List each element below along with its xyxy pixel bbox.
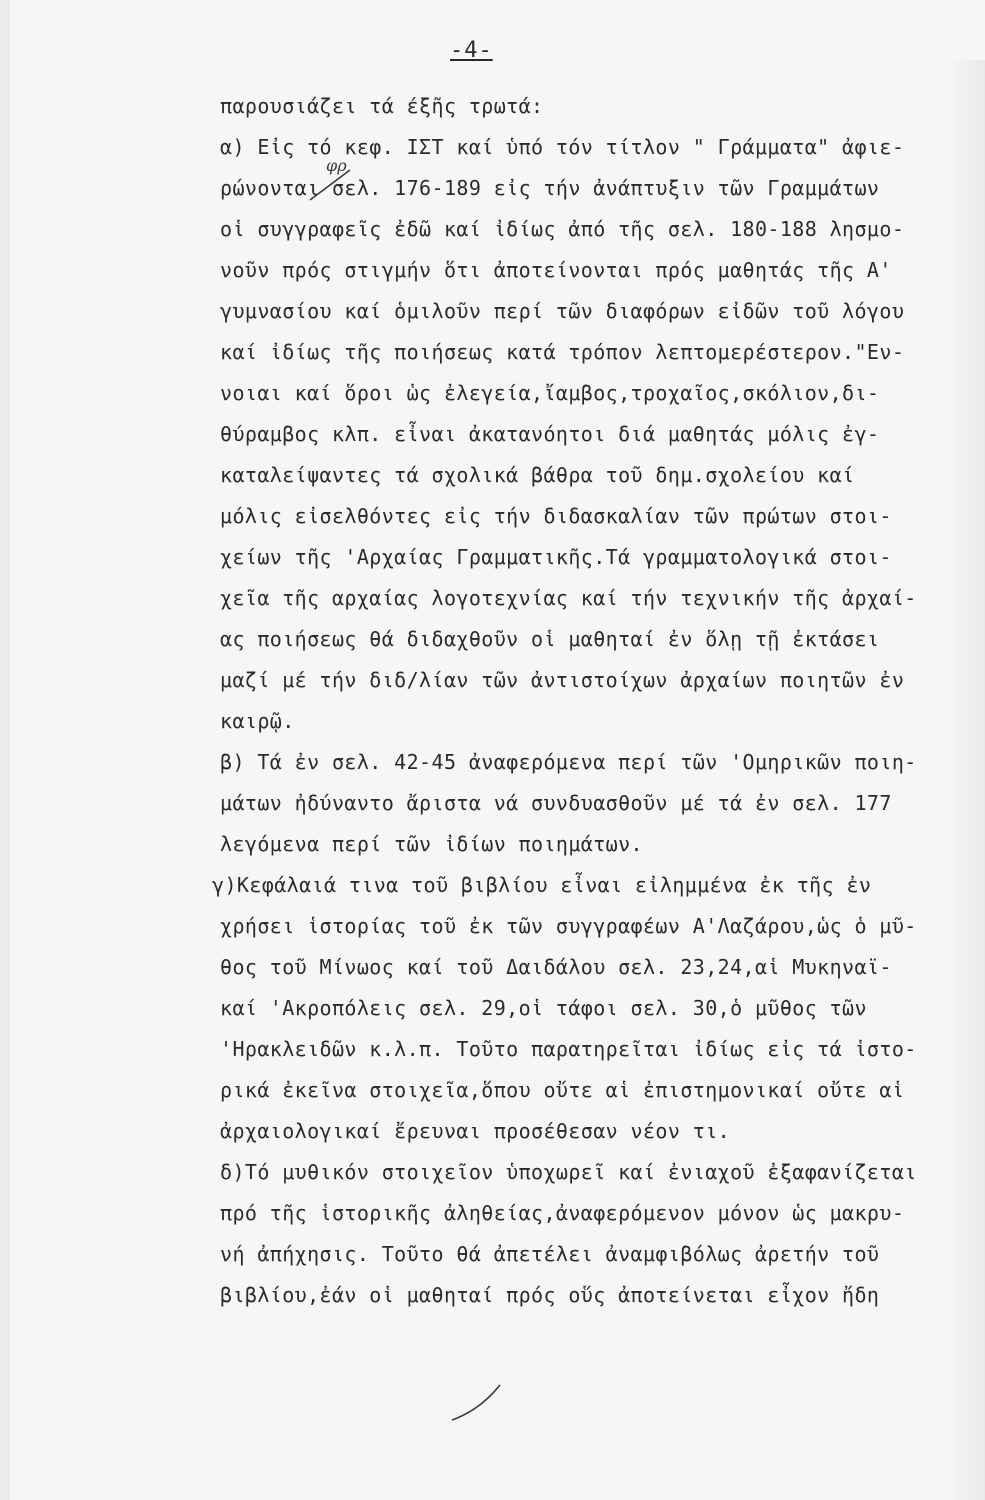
text-line: χεῖα τῆς αρχαίας λογοτεχνίας καί τήν τεχνικήν τῆς ἀρχαί- xyxy=(220,586,917,610)
text-line: οἱ συγγραφεῖς ἐδῶ καί ἰδίως ἀπό τῆς σελ. 180-188 λησμο- xyxy=(220,217,905,241)
text-line: νή ἀπήχησις. Τοῦτο θά ἀπετέλει ἀναμφιβόλως ἀρετήν τοῦ xyxy=(220,1242,880,1266)
text-line: θος τοῦ Μίνωος καί τοῦ Δαιδάλου σελ. 23,24,αἱ Μυκηναϊ- xyxy=(220,955,892,979)
text-line: μόλις εἰσελθόντες εἰς τήν διδασκαλίαν τῶν πρώτων στοι- xyxy=(220,504,892,528)
text-line: μάτων ἠδύναντο ἄριστα νά συνδυασθοῦν μέ τά ἐν σελ. 177 xyxy=(220,791,892,815)
text-line: ας ποιήσεως θά διδαχθοῦν οἱ μαθηταί ἐν ὅλῃ τῇ ἐκτάσει xyxy=(220,627,880,651)
page-number: -4- xyxy=(450,38,493,63)
text-line: χρήσει ἱστορίας τοῦ ἐκ τῶν συγγραφέων Α'Λαζάρου,ὡς ὁ μῦ- xyxy=(220,914,917,938)
text-line: 'Ηρακλειδῶν κ.λ.π. Τοῦτο παρατηρεῖται ἰδίως εἰς τά ἱστο- xyxy=(220,1037,917,1061)
text-line: γυμνασίου καί ὁμιλοῦν περί τῶν διαφόρων εἰδῶν τοῦ λόγου xyxy=(220,299,905,323)
text-line: πρό τῆς ἱστορικῆς ἀληθείας,ἀναφερόμενον μόνον ὡς μακρυ- xyxy=(220,1201,905,1225)
text-line: γ)Κεφάλαιά τινα τοῦ βιβλίου εἶναι εἰλημμένα ἐκ τῆς ἐν xyxy=(212,873,872,897)
text-line: νοῦν πρός στιγμήν ὅτι ἀποτείνονται πρός μαθητάς τῆς Α' xyxy=(220,258,892,282)
text-line: βιβλίου,ἐάν οἱ μαθηταί πρός οὕς ἀποτείνεται εἶχον ἤδη xyxy=(220,1283,880,1307)
typewritten-body xyxy=(212,86,965,1316)
text-line: α) Εἰς τό κεφ. ΙΣΤ καί ὑπό τόν τίτλον " Γράμματα" ἀφιε- xyxy=(220,135,905,159)
text-line: β) Τά ἐν σελ. 42-45 ἀναφερόμενα περί τῶν 'Ομηρικῶν ποιη- xyxy=(220,750,917,774)
text-line: λεγόμενα περί τῶν ἰδίων ποιημάτων. xyxy=(220,832,643,856)
text-line: νοιαι καί ὅροι ὡς ἐλεγεία,ἴαμβος,τροχαῖος,σκόλιον,δι- xyxy=(220,381,880,405)
text-line: παρουσιάζει τά έξῆς τρωτά: xyxy=(220,94,544,118)
text-line: καιρῷ. xyxy=(220,709,295,733)
handwritten-margin-note: φρ xyxy=(326,156,347,175)
text-line: δ)Τό μυθικόν στοιχεῖον ὑποχωρεῖ καί ἐνιαχοῦ ἐξαφανίζεται xyxy=(220,1160,917,1184)
text-line: ρικά ἐκεῖνα στοιχεῖα,ὅπου οὔτε αἱ ἐπιστημονικαί οὔτε αἱ xyxy=(220,1078,905,1102)
text-line: ἀρχαιολογικαί ἔρευναι προσέθεσαν νέον τι. xyxy=(220,1119,731,1143)
text-line: μαζί μέ τήν διδ/λίαν τῶν ἀντιστοίχων ἀρχαίων ποιητῶν ἐν xyxy=(220,668,905,692)
text-line: καί 'Ακροπόλεις σελ. 29,οἱ τάφοι σελ. 30,ὁ μῦθος τῶν xyxy=(220,996,867,1020)
text-line: καταλείψαντες τά σχολικά βάθρα τοῦ δημ.σχολείου καί xyxy=(220,463,855,487)
text-line: καί ἰδίως τῆς ποιήσεως κατά τρόπον λεπτομερέστερον."Εν- xyxy=(220,340,905,364)
text-line: χείων τῆς 'Αρχαίας Γραμματικῆς.Τά γραμματολογικά στοι- xyxy=(220,545,892,569)
text-line: θύραμβος κλπ. εἶναι ἀκατανόητοι διά μαθητάς μόλις ἐγ- xyxy=(220,422,880,446)
scan-left-edge xyxy=(0,0,10,1500)
text-line: ρώνονται σελ. 176-189 εἰς τήν ἀνάπτυξιν τῶν Γραμμάτων xyxy=(220,176,880,200)
